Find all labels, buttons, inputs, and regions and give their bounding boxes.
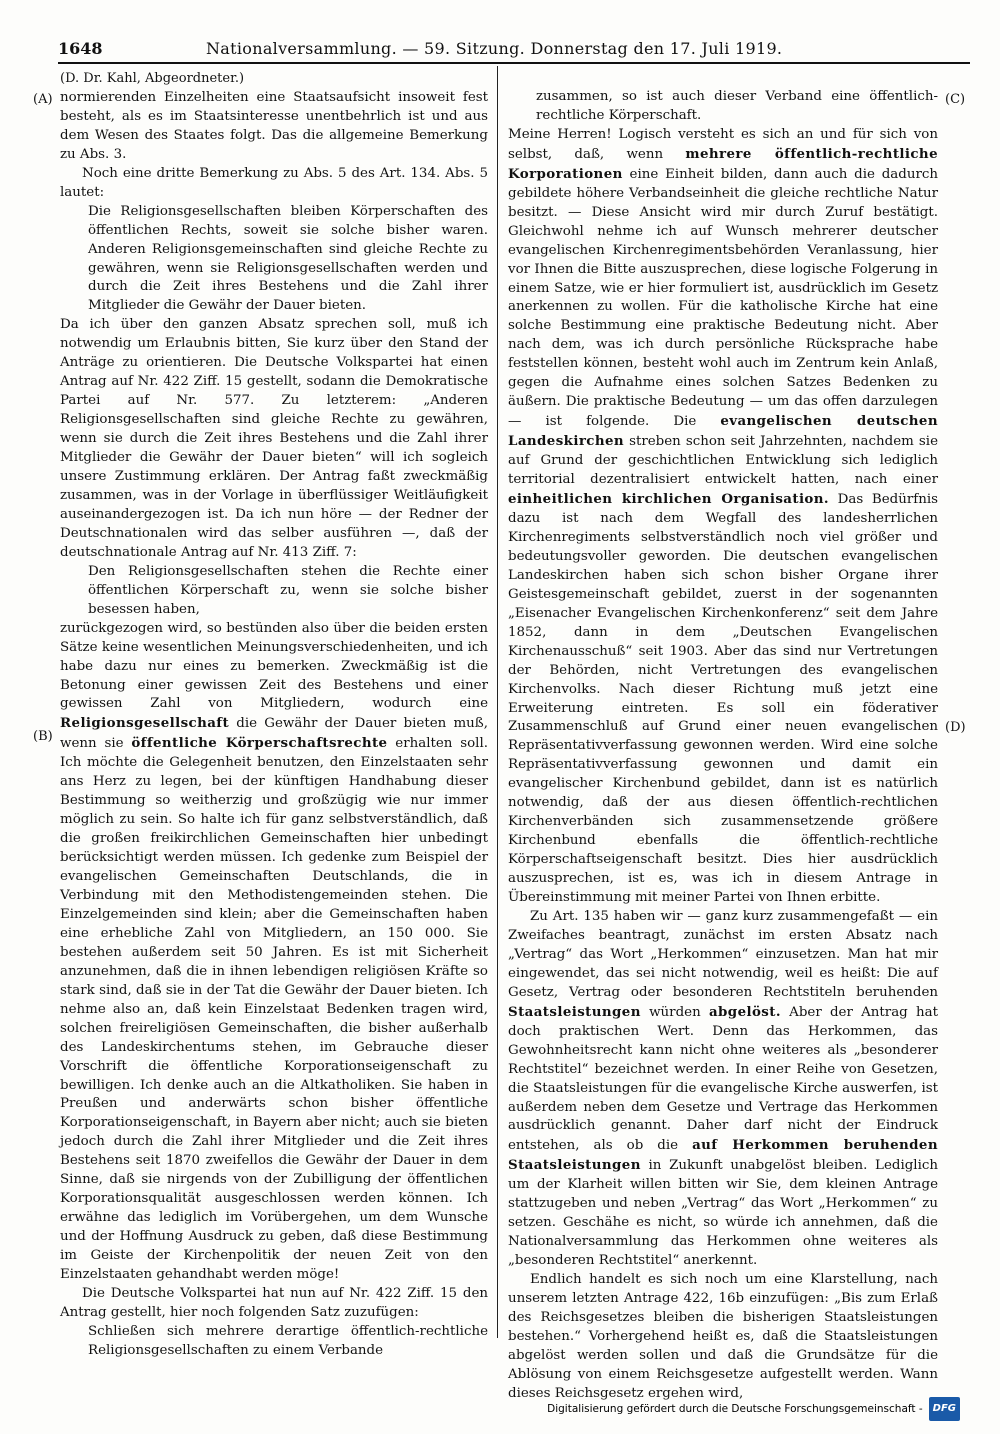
emphasis: abgelöst.	[708, 1003, 781, 1020]
emphasis: evangelischen deutschen Landeskirchen	[508, 413, 938, 450]
dfg-logo-text: DFG	[929, 1397, 960, 1421]
speaker-note: (D. Dr. Kahl, Abgeordneter.)	[60, 71, 245, 86]
quoted-text: Die Religionsgesellschaften bleiben Körperschaften des öffentlichen Rechts, soweit sie solche bisher waren. Anderen Religionsgemeinschaften sind gleiche Rechte zu gewähren, wenn sie Religionsgesellschaften werden und durch die Zeit ihres Bestehens und die Zahl ihrer Mitglieder die Gewähr der Dauer bieten.	[88, 203, 488, 314]
paragraph: Noch eine dritte Bemerkung zu Abs. 5 des Art. 134. Abs. 5 lautet:	[60, 165, 488, 200]
header-rule	[58, 62, 970, 64]
paragraph	[508, 126, 938, 908]
text-run: Das Bedürfnis dazu ist nach dem Wegfall des landesherrlichen Kirchenregiments selbstverständlich noch viel größer und bedeutungsvoller geworden. Die deutschen evangelischen Landeskirchen haben sich schon bisher Organe ihrer Geistesgemeinschaft gebildet, zuerst in der sogenannten „Eisenacher Evangelischen Kirchenkonferenz“ seit dem Jahre 1852, dann in dem „Deutschen Evangelischen Kirchenausschuß“ seit 1903. Aber das sind nur Vertretungen der Behörden, nicht Vertretungen des evangelischen Kirchenvolks. Nach dieser Richtung muß jetzt eine Erweiterung eintreten. Es soll ein föderativer Zusammenschluß auf Grund einer neuen evangelischen Repräsentativverfassung gewonnen werden. Wird eine solche Repräsentativverfassung gewonnen und damit ein evangelischer Kirchenbund gebildet, dann ist es natürlich notwendig, daß der aus diesen öffentlich-rechtlichen Kirchenverbänden sich zusammensetzende größere Kirchenbund ebenfalls die öffentlich-rechtliche Körperschaftseigenschaft besitzt. Dies hier ausdrücklich auszusprechen, ist es, was ich in diesem Antrage in Übereinstimmung mit meiner Partei von Ihnen erbitte.	[508, 492, 938, 906]
text-run: Meine Herren! Logisch versteht es sich an und für sich von selbst, daß, wenn	[508, 126, 938, 162]
quoted-text: Den Religionsgesellschaften stehen die Rechte einer öffentlichen Körperschaft zu, wenn sie solche bisher besessen haben,	[88, 563, 488, 617]
paragraph: normierenden Einzelheiten eine Staatsaufsicht insoweit fest besteht, als es im Staatsinteresse unentbehrlich ist und aus dem Wesen des Staates folgt. Das die allgemeine Bemerkung zu Abs. 3.	[60, 89, 488, 162]
margin-mark-d: (D)	[945, 720, 966, 735]
text-run: die Gewähr der Dauer bieten muß, wenn sie	[60, 716, 488, 752]
paragraph: Die Deutsche Volkspartei hat nun auf Nr. 422 Ziff. 15 den Antrag gestellt, hier noch folgenden Satz zuzufügen:	[60, 1286, 488, 1320]
paragraph	[508, 908, 938, 1271]
text-run: zurückgezogen wird, so bestünden also über die beiden ersten Sätze keine wesentlichen Meinungsverschiedenheiten, und ich habe dazu nur eines zu bemerken. Zweckmäßig ist die Betonung einer gewissen Zeit des Bestehens und einer gewissen Zahl von Mitgliedern, wodurch eine	[60, 620, 488, 712]
emphasis: auf Herkommen beruhenden Staatsleistungen	[508, 1137, 938, 1174]
text-run: streben schon seit Jahrzehnten, nachdem sie auf Grund der geschichtlichen Entwicklung sich lediglich territorial dezentralisiert entwickelt hatten, nach einer	[508, 434, 938, 488]
emphasis: Religionsgesellschaft	[60, 715, 230, 732]
emphasis: Staatsleistungen	[508, 1003, 641, 1020]
quoted-text: Schließen sich mehrere derartige öffentlich-rechtliche Religionsgesellschaften zu einem Verbande	[88, 1323, 488, 1358]
margin-mark-a: (A)	[33, 92, 53, 107]
footer-credit	[547, 1398, 960, 1420]
footer-credit-text: Digitalisierung gefördert durch die Deutsche Forschungsgemeinschaft -	[547, 1403, 923, 1415]
paragraph: Endlich handelt es sich noch um eine Klarstellung, nach unserem letzten Antrage 422, 16b einzufügen: „Bis zum Erlaß des Reichsgesetzes bleiben die bisherigen Staatsleistungen bestehen.“ Vorhergehend heißt es, daß die Staatsleistungen abgelöst werden sollen und daß die Grundsätze für die Ablösung von einem Reichsgesetze aufgestellt werden. Wann dieses Reichsgesetz ergehen wird,	[508, 1272, 938, 1401]
text-run: Zu Art. 135 haben wir — ganz kurz zusammengefaßt — ein Zweifaches beantragt, zunächst im ersten Absatz nach „Vertrag“ das Wort „Herkommen“ einzusetzen. Man hat mir eingewendet, das sei nicht notwendig, weil es heißt: Die auf Gesetz, Vertrag oder besonderen Rechtstiteln beruhenden	[508, 908, 938, 1000]
left-column	[60, 70, 488, 1361]
paragraph	[60, 620, 488, 1285]
text-run: in Zukunft unabgelöst bleiben. Lediglich um der Klarheit willen bitten wir Sie, dem kleinen Antrage stattzugeben und neben „Vertrag“ das Wort „Herkommen“ zu setzen. Geschähe es nicht, so würde ich annehmen, daß die Nationalversammlung das Herkommen ohne weiteres als „besonderen Rechtstitel“ anerkennt.	[508, 1158, 938, 1269]
right-column	[508, 88, 938, 1404]
emphasis: öffentliche Körperschaftsrechte	[131, 735, 388, 752]
page-number: 1648	[58, 39, 103, 58]
column-divider	[497, 66, 498, 1338]
margin-mark-b: (B)	[33, 729, 53, 744]
dfg-logo-icon	[929, 1397, 960, 1421]
margin-mark-c: (C)	[945, 92, 966, 107]
text-run: erhalten soll. Ich möchte die Gelegenheit benutzen, den Einzelstaaten sehr ans Herz zu legen, bei der künftigen Handhabung dieser Bestimmung so weitherzig und großzügig wie nur immer möglich zu sein. So halte ich für ganz selbstverständlich, daß die großen freikirchlichen Gemeinschaften hier unbedingt berücksichtigt werden müssen. Ich gedenke zum Beispiel der evangelischen Gemeinschaften Deutschlands, die in Verbindung mit den Methodistengemeinden stehen. Die Einzelgemeinden sind klein; aber die Gemeinschaften haben eine erhebliche Zahl von Mitgliedern, an 150 000. Sie bestehen außerdem seit 50 Jahren. Es ist mit Sicherheit anzunehmen, daß die in ihnen lebendigen religiösen Kräfte so stark sind, daß sie in der Tat die Gewähr der Dauer bieten. Ich nehme also an, daß kein Einzelstaat Bedenken tragen wird, solchen freireligiösen Gemeinschaften, die bisher außerhalb des Landeskirchentums stehen, im Gebrauche dieser Vorschrift die öffentliche Korporationseigenschaft zu bewilligen. Ich denke auch an die Altkatholiken. Sie haben in Preußen und anderwärts schon bisher öffentliche Korporationseigenschaft, in Bayern aber nicht; auch sie bieten jedoch durch die Zahl ihrer Mitglieder und die Zeit ihres Bestehens seit 1870 zweifellos die Gewähr der Dauer in dem Sinne, daß sie nirgends von der Zubilligung der öffentlichen Korporationsqualität ausgeschlossen werden können. Ich erwähne das lediglich im Vorübergehen, um dem Wunsche und der Hoffnung Ausdruck zu geben, daß diese Bestimmung im Geiste der Kirchenpolitik der neuen Zeit von den Einzelstaaten gehandhabt werden möge!	[60, 736, 488, 1283]
emphasis: mehrere öffentlich-rechtliche Korporationen	[508, 145, 938, 182]
text-run: Aber der Antrag hat doch praktischen Wert. Denn das Herkommen, das Gewohnheitsrecht kann nicht ohne weiteres als „besonderer Rechtstitel“ bezeichnet werden. In einer Reihe von Gesetzen, die Staatsleistungen für die evangelische Kirche auswerfen, ist außerdem neben dem Gesetze und Vertrage das Herkommen ausdrücklich genannt. Daher darf nicht der Eindruck entstehen, als ob die	[508, 1004, 938, 1154]
quoted-text: zusammen, so ist auch dieser Verband eine öffentlich-rechtliche Körperschaft.	[536, 89, 938, 123]
text-run: eine Einheit bilden, dann auch die dadurch gebildete höhere Verbandseinheit die gleiche rechtliche Natur besitzt. — Diese Ansicht wird mir durch Zuruf bestätigt. Gleichwohl nehme ich auf Wunsch mehrerer deutscher evangelischen Kirchenregimentsbehörden Veranlassung, hier vor Ihnen die Bitte auszusprechen, diese logische Folgerung in einem Satze, wie er hier formuliert ist, ausdrücklich im Gesetz anerkennen zu wollen. Für die katholische Kirche hat eine solche Bestimmung eine praktische Bedeutung nicht. Aber nach dem, was ich durch persönliche Rücksprache habe feststellen können, besteht wohl auch im Zentrum kein Anlaß, gegen die Aufnahme eines solchen Satzes Bedenken zu äußern. Die praktische Bedeutung — um das offen darzulegen — ist folgende. Die	[508, 166, 938, 430]
header-title: Nationalversammlung. — 59. Sitzung. Donnerstag den 17. Juli 1919.	[206, 39, 783, 58]
text-run: würden	[640, 1004, 709, 1020]
running-header	[58, 38, 970, 60]
emphasis: einheitlichen kirchlichen Organisation.	[508, 491, 829, 508]
paragraph: Da ich über den ganzen Absatz sprechen soll, muß ich notwendig um Erlaubnis bitten, Sie kurz über den Stand der Anträge zu orientieren. Die Deutsche Volkspartei hat einen Antrag auf Nr. 422 Ziff. 15 gestellt, sodann die Demokratische Partei auf Nr. 577. Zu letzterem: „Anderen Religionsgesellschaften sind gleiche Rechte zu gewähren, wenn sie durch die Zeit ihres Bestehens und die Zahl ihrer Mitglieder die Gewähr der Dauer bieten“ will ich sogleich unsere Zustimmung erklären. Der Antrag faßt zweckmäßig zusammen, was in der Vorlage in überflüssiger Weitläufigkeit auseinandergezogen ist. Da ich nun höre — der Redner der Deutschnationalen wird das selber ausführen —, daß der deutschnationale Antrag auf Nr. 413 Ziff. 7:	[60, 317, 488, 560]
